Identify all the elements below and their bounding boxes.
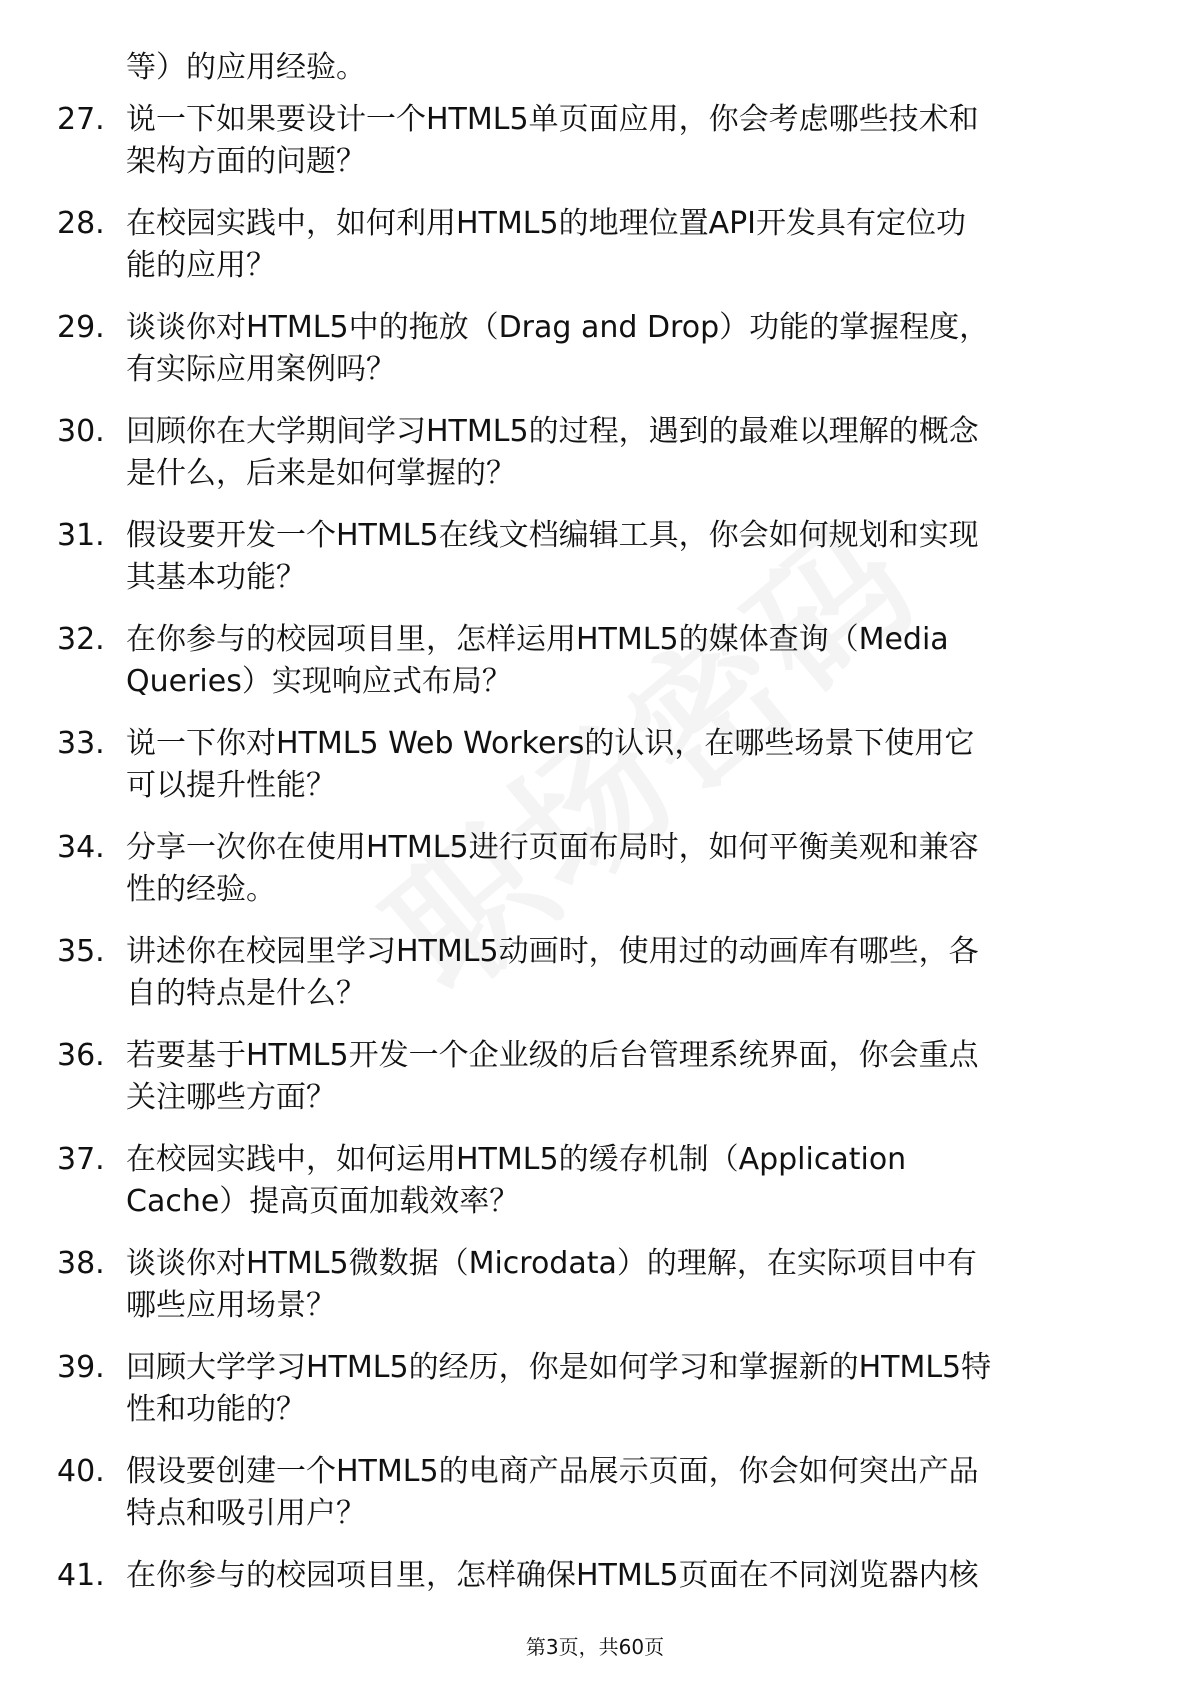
list-item bbox=[0, 99, 1190, 193]
list-item bbox=[0, 931, 1190, 1025]
question-number: 39. bbox=[57, 1350, 105, 1385]
question-text: 谈谈你对HTML5微数据（Microdata）的理解，在实际项目中有 哪些应用场景？ bbox=[126, 1246, 977, 1323]
list-item bbox=[0, 1139, 1190, 1233]
question-number: 36. bbox=[57, 1038, 105, 1073]
question-text: 在你参与的校园项目里，怎样运用HTML5的媒体查询（Media Queries）实现响应式布局？ bbox=[126, 622, 949, 699]
question-number: 37. bbox=[57, 1142, 105, 1177]
question-text: 说一下你对HTML5 Web Workers的认识，在哪些场景下使用它 可以提升性能？ bbox=[126, 726, 975, 803]
question-text: 若要基于HTML5开发一个企业级的后台管理系统界面，你会重点 关注哪些方面？ bbox=[126, 1038, 979, 1115]
question-number: 35. bbox=[57, 934, 105, 969]
list-item bbox=[0, 1347, 1190, 1441]
question-number: 29. bbox=[57, 310, 105, 345]
list-item bbox=[0, 411, 1190, 505]
question-number: 41. bbox=[57, 1558, 105, 1593]
question-text: 假设要开发一个HTML5在线文档编辑工具，你会如何规划和实现 其基本功能？ bbox=[126, 518, 979, 595]
question-text: 说一下如果要设计一个HTML5单页面应用，你会考虑哪些技术和 架构方面的问题？ bbox=[126, 102, 979, 179]
list-item bbox=[0, 1035, 1190, 1129]
question-text: 分享一次你在使用HTML5进行页面布局时，如何平衡美观和兼容 性的经验。 bbox=[126, 830, 979, 907]
question-text: 回顾你在大学期间学习HTML5的过程，遇到的最难以理解的概念 是什么，后来是如何掌握的？ bbox=[126, 414, 979, 491]
question-text: 在校园实践中，如何运用HTML5的缓存机制（Application Cache）提高页面加载效率？ bbox=[126, 1142, 907, 1219]
question-text: 在你参与的校园项目里，怎样确保HTML5页面在不同浏览器内核 bbox=[126, 1558, 979, 1593]
list-item bbox=[0, 827, 1190, 921]
list-item bbox=[0, 307, 1190, 401]
list-item bbox=[0, 723, 1190, 817]
question-list bbox=[0, 47, 1190, 1659]
page-footer: 第3页，共60页 bbox=[525, 1635, 665, 1659]
list-item bbox=[0, 1451, 1190, 1545]
question-number: 28. bbox=[57, 206, 105, 241]
question-text: 在校园实践中，如何利用HTML5的地理位置API开发具有定位功 能的应用？ bbox=[126, 206, 967, 283]
list-item bbox=[0, 619, 1190, 713]
list-item bbox=[0, 203, 1190, 297]
question-number: 40. bbox=[57, 1454, 105, 1489]
question-text: 假设要创建一个HTML5的电商产品展示页面，你会如何突出产品 特点和吸引用户？ bbox=[126, 1454, 979, 1531]
list-item bbox=[0, 515, 1190, 609]
question-number: 33. bbox=[57, 726, 105, 761]
question-text: 谈谈你对HTML5中的拖放（Drag and Drop）功能的掌握程度， 有实际应用案例吗？ bbox=[126, 310, 990, 387]
question-number: 27. bbox=[57, 102, 105, 137]
question-number: 34. bbox=[57, 830, 105, 865]
list-item bbox=[0, 1243, 1190, 1337]
question-text: 回顾大学学习HTML5的经历，你是如何学习和掌握新的HTML5特 性和功能的？ bbox=[126, 1350, 992, 1427]
question-text: 讲述你在校园里学习HTML5动画时，使用过的动画库有哪些，各 自的特点是什么？ bbox=[126, 934, 979, 1011]
question-number: 32. bbox=[57, 622, 105, 657]
question-number: 38. bbox=[57, 1246, 105, 1281]
question-number: 30. bbox=[57, 414, 105, 449]
list-item bbox=[0, 47, 1190, 89]
question-text: 等）的应用经验。 bbox=[126, 50, 366, 85]
question-number: 31. bbox=[57, 518, 105, 553]
